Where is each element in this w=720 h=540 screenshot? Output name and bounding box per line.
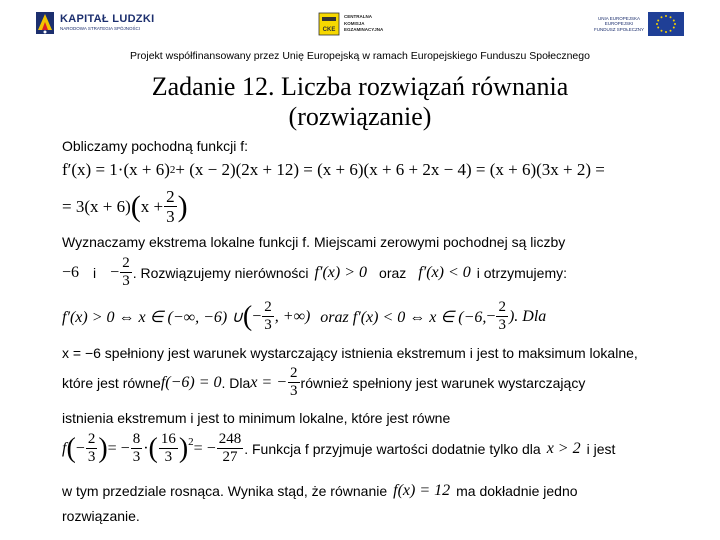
intervals-part-c: oraz f′(x) < 0 ⇔ x ∈ (−6,	[320, 308, 487, 326]
cke-line-1: CENTRALNA	[344, 14, 372, 20]
inequality-positive: f′(x) > 0	[314, 263, 368, 281]
maximum-value-line: które jest równe f(−6) = 0 . Dla x = − $\frac{2}{3}$ również spełniony jest warunek wystarczający	[62, 365, 586, 399]
eq2-close-paren: )	[177, 189, 188, 223]
slide-title	[40, 72, 680, 132]
derivative-equation-1	[62, 160, 605, 180]
max-value: f(−6) = 0	[160, 373, 222, 391]
eu-logo	[594, 12, 684, 36]
kapital-ludzki-emblem-icon	[34, 10, 56, 36]
conclusion-line: w tym przedziale rosnąca. Wynika stąd, że równanie f(x) = 12 ma dokładnie jedno	[62, 482, 578, 499]
slide-title-line-2: (rozwiązanie)	[288, 102, 432, 131]
positivity-condition: x > 2	[546, 439, 581, 457]
conclusion-tail: rozwiązanie.	[62, 508, 140, 524]
derivative-equation-2	[62, 188, 188, 225]
intervals-fraction-2: $\frac{2}{3}$	[498, 299, 506, 333]
eu-line-1: UNIA EUROPEJSKA	[598, 15, 641, 21]
inequality-negative: f′(x) < 0	[418, 263, 471, 281]
minimum-value-line: f ( − $\frac{2}{3}$ ) = − $\frac{8}{3}$ · ( $\frac{16}{3}$ ) $^2$ = − $\frac{248}{27}$ . Funkcja f przyjmuje wartości dodatnie tylko dla x > 2 i jest	[62, 431, 616, 465]
intervals-line: f′(x) > 0 ⇔ x ∈ (−∞, −6) ∪ ( − $\frac{2}{3}$ , +∞) oraz f′(x) < 0 ⇔ x ∈ (−6, − $\frac{2}{3}$ ). Dla	[62, 299, 547, 333]
min-value-fraction: $\frac{248}{27}$	[218, 431, 242, 465]
eq1-lhs: f′(x) = 1·(x + 6)	[62, 160, 170, 179]
zero-minus-six: −6	[62, 263, 80, 281]
eq2-prefix: = 3(x + 6)	[62, 196, 131, 216]
cke-badge-text: CKE	[322, 27, 336, 33]
maximum-line: x = −6 spełniony jest warunek wystarczający istnienia ekstremum i jest to maksimum lokalne,	[62, 345, 638, 361]
obtain-text: i otrzymujemy:	[476, 264, 567, 281]
conjunction-i: i	[93, 264, 97, 281]
zero-neg-sign: −	[110, 263, 120, 281]
cke-logo	[318, 12, 383, 36]
eq1-rest: + (x − 2)(2x + 12) = (x + 6)(x + 6 + 2x − 4) = (x + 6)(3x + 2) =	[175, 160, 605, 179]
paragraph-extrema: Wyznaczamy ekstrema lokalne funkcji f. Miejscami zerowymi pochodnej są liczby	[62, 234, 566, 250]
minimum-line: istnienia ekstremum i jest to minimum lokalne, które jest równe	[62, 410, 451, 426]
project-subtitle: Projekt współfinansowany przez Unię Europejską w ramach Europejskiego Funduszu Społecznego	[130, 50, 590, 62]
eq2-open-paren: (	[130, 189, 141, 223]
equation-fx-12: f(x) = 12	[393, 482, 451, 499]
intro-line: Obliczamy pochodną funkcji f:	[62, 138, 248, 154]
header-logos	[0, 0, 720, 46]
eq2-fraction: $\frac{2}{3}$	[166, 187, 175, 226]
kapital-ludzki-logo	[34, 10, 154, 36]
intervals-part-d: ). Dla	[508, 307, 547, 325]
eu-flag-icon	[648, 12, 684, 36]
oraz-text: oraz	[379, 264, 407, 281]
solve-text: . Rozwiązujemy nierówności	[132, 264, 309, 281]
cke-line-3: EGZAMINACYJNA	[344, 27, 384, 33]
eq2-mid: x +	[140, 196, 164, 216]
intervals-fraction-1: $\frac{2}{3}$	[264, 299, 272, 333]
zero-fraction: $\frac{2}{3}$	[122, 255, 130, 289]
kapital-ludzki-subtitle: NARODOWA STRATEGIA SPÓJNOŚCI	[60, 26, 141, 32]
slide-title-line-1: Zadanie 12. Liczba rozwiązań równania	[151, 72, 569, 101]
eq1-exponent: 2	[169, 164, 176, 176]
cke-emblem-icon	[318, 12, 340, 36]
intervals-part-b: , +∞)	[274, 307, 311, 325]
min-point-fraction: $\frac{2}{3}$	[290, 365, 298, 399]
eu-line-2: EUROPEJSKI	[604, 21, 634, 27]
eu-line-3: FUNDUSZ SPOŁECZNY	[594, 26, 645, 32]
kapital-ludzki-title: KAPITAŁ LUDZKI	[60, 13, 155, 26]
intervals-part-a: f′(x) > 0 ⇔ x ∈ (−∞, −6) ∪	[62, 308, 243, 326]
zeros-and-inequalities-line	[62, 256, 567, 289]
cke-line-2: KOMISJA	[344, 20, 365, 26]
